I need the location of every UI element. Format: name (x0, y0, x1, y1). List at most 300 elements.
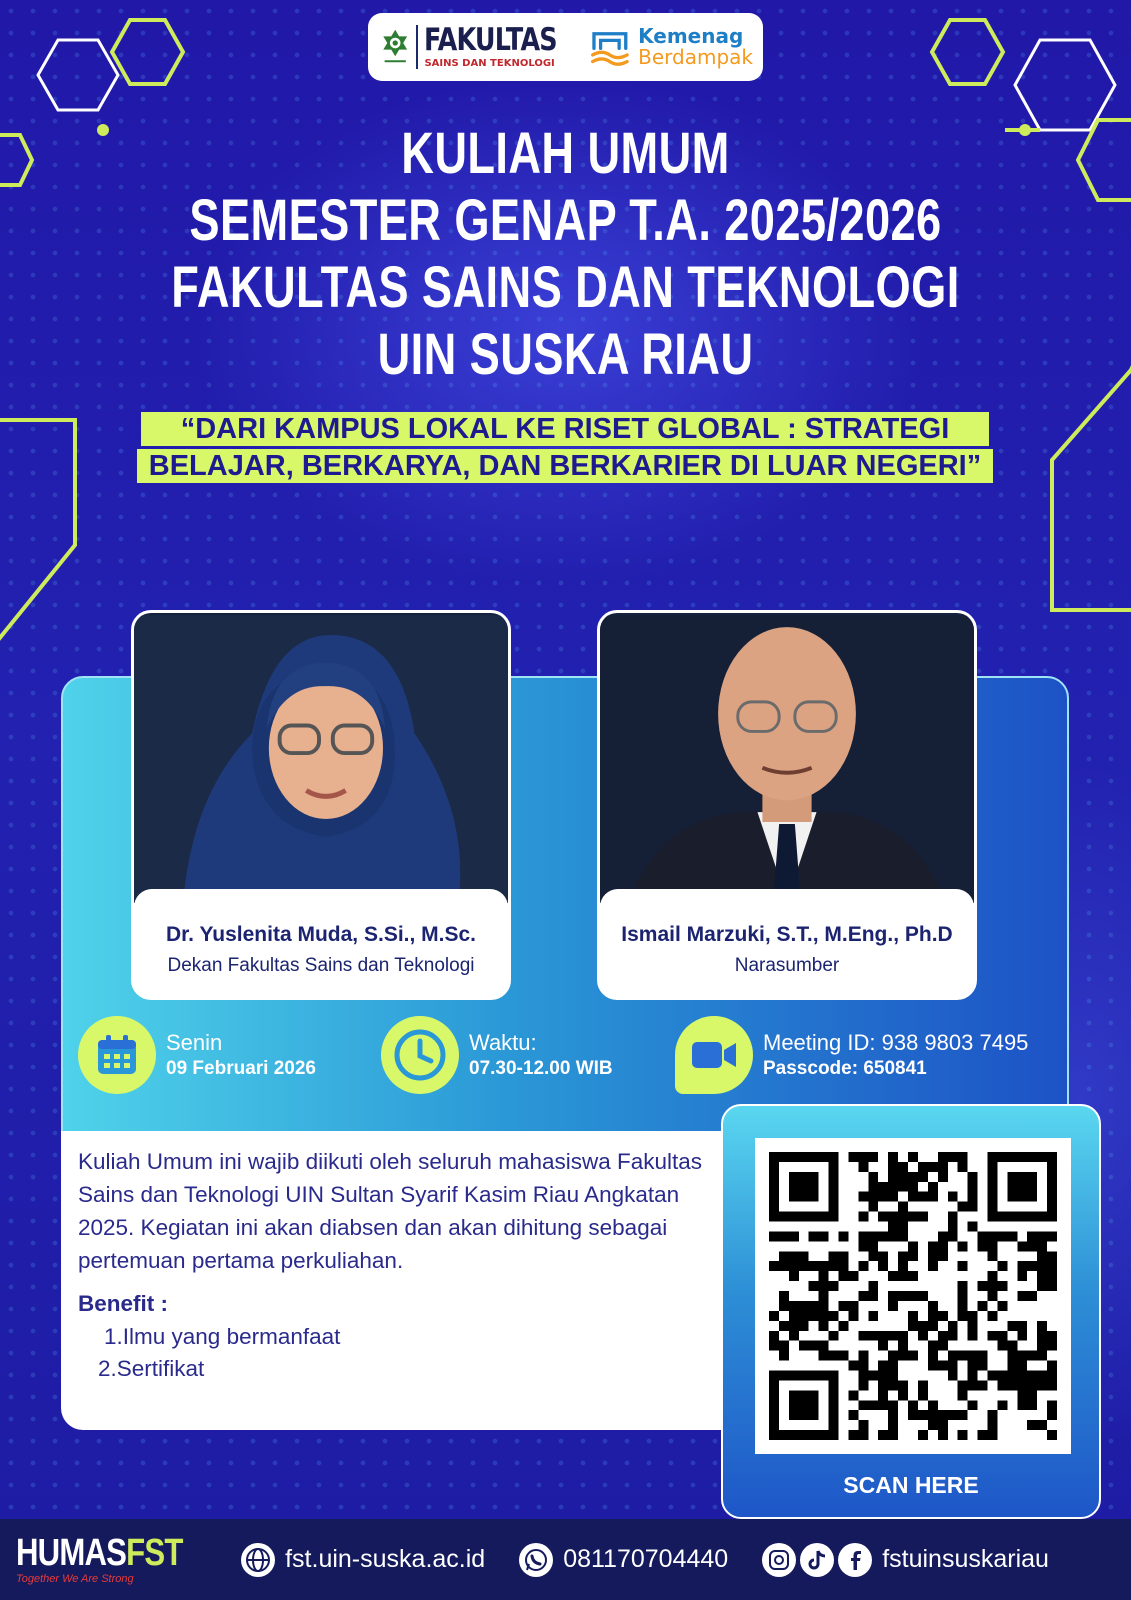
qr-module (938, 1341, 948, 1351)
qr-module (829, 1251, 839, 1261)
qr-module (928, 1301, 938, 1311)
qr-module (968, 1370, 978, 1380)
qr-module (848, 1430, 858, 1440)
description-text: Kuliah Umum ini wajib diikuti oleh seluruh mahasiswa Fakultas Sains dan Teknologi UIN Sultan Syarif Kasim Riau Angkatan 2025. Kegiatan ini akan diabsen dan akan dihitung sebagai pertemuan pertama perkuliahan. (78, 1149, 703, 1273)
qr-module (868, 1172, 878, 1182)
qr-module (878, 1261, 888, 1271)
qr-module (968, 1202, 978, 1212)
theme-banner (110, 411, 1020, 485)
qr-module (839, 1251, 849, 1261)
qr-module (1047, 1361, 1057, 1371)
qr-module (1027, 1351, 1037, 1361)
qr-module (829, 1430, 839, 1440)
qr-module (997, 1231, 1007, 1241)
qr-module (878, 1430, 888, 1440)
meeting-passcode: Passcode: 650841 (763, 1057, 927, 1079)
qr-module (769, 1430, 779, 1440)
speaker-photo-2 (600, 613, 974, 903)
kemenag-logo-icon (590, 19, 630, 75)
qr-module (858, 1192, 868, 1202)
qr-module (779, 1291, 789, 1301)
qr-module (789, 1231, 799, 1241)
qr-module (1027, 1152, 1037, 1162)
meeting-id: Meeting ID: 938 9803 7495 (763, 1030, 1029, 1056)
qr-module (1047, 1152, 1057, 1162)
speaker-name: Dr. Yuslenita Muda, S.Si., M.Sc. (165, 923, 477, 946)
qr-module (898, 1182, 908, 1192)
qr-module (958, 1301, 968, 1311)
qr-module (1017, 1261, 1027, 1271)
qr-module (948, 1152, 958, 1162)
qr-module (888, 1212, 898, 1222)
kemenag-line1: Kemenag (638, 24, 744, 48)
qr-module (769, 1410, 779, 1420)
qr-module (819, 1271, 829, 1281)
qr-module (918, 1192, 928, 1202)
title-line-3: FAKULTAS SAINS DAN TEKNOLOGI (171, 255, 960, 320)
qr-module (987, 1241, 997, 1251)
day-label: Senin (166, 1030, 223, 1056)
qr-module (938, 1361, 948, 1371)
speaker-info-1 (134, 889, 508, 1000)
qr-module (997, 1212, 1007, 1222)
qr-module (1037, 1321, 1047, 1331)
time-label: Waktu: (469, 1030, 537, 1056)
qr-code-icon (769, 1152, 1057, 1440)
qr-module (908, 1192, 918, 1202)
speaker-2-portrait-icon (600, 613, 974, 903)
qr-module (789, 1370, 799, 1380)
qr-module (987, 1192, 997, 1202)
qr-module (799, 1251, 809, 1261)
qr-module (938, 1162, 948, 1172)
qr-module (1007, 1172, 1017, 1182)
qr-module (1047, 1410, 1057, 1420)
qr-module (819, 1341, 829, 1351)
qr-module (809, 1410, 819, 1420)
phone-number: 081170704440 (563, 1545, 729, 1573)
qr-module (888, 1331, 898, 1341)
event-title (0, 120, 1131, 388)
whatsapp-icon (519, 1543, 553, 1577)
qr-module (908, 1400, 918, 1410)
qr-module (1017, 1400, 1027, 1410)
qr-module (968, 1400, 978, 1410)
qr-module (769, 1152, 779, 1162)
qr-module (779, 1261, 789, 1271)
qr-module (928, 1321, 938, 1331)
qr-module (997, 1380, 1007, 1390)
qr-module (868, 1311, 878, 1321)
qr-module (898, 1251, 908, 1261)
qr-module (888, 1410, 898, 1420)
qr-module (868, 1291, 878, 1301)
qr-module (978, 1351, 988, 1361)
qr-module (1037, 1331, 1047, 1341)
qr-module (1037, 1380, 1047, 1390)
qr-module (1017, 1212, 1027, 1222)
qr-module (948, 1192, 958, 1202)
qr-module (888, 1231, 898, 1241)
qr-module (779, 1351, 789, 1361)
qr-module (908, 1351, 918, 1361)
qr-module (888, 1162, 898, 1172)
qr-module (978, 1430, 988, 1440)
qr-module (789, 1390, 799, 1400)
qr-module (918, 1430, 928, 1440)
qr-module (769, 1370, 779, 1380)
qr-module (799, 1311, 809, 1321)
qr-module (878, 1390, 888, 1400)
qr-module (868, 1331, 878, 1341)
social-handle: fstuinsuskariau (882, 1545, 1049, 1573)
qr-module (997, 1341, 1007, 1351)
qr-module (958, 1410, 968, 1420)
qr-module (888, 1271, 898, 1281)
qr-module (1047, 1331, 1057, 1341)
qr-module (809, 1152, 819, 1162)
qr-module (1027, 1420, 1037, 1430)
qr-module (888, 1222, 898, 1232)
qr-module (908, 1241, 918, 1251)
qr-module (898, 1271, 908, 1281)
qr-module (1037, 1281, 1047, 1291)
qr-module (809, 1430, 819, 1440)
qr-module (1017, 1331, 1027, 1341)
qr-module (819, 1370, 829, 1380)
qr-module (928, 1251, 938, 1261)
qr-module (948, 1351, 958, 1361)
qr-module (1027, 1231, 1037, 1241)
qr-module (987, 1291, 997, 1301)
uin-emblem-icon (378, 17, 412, 77)
qr-module (978, 1361, 988, 1371)
qr-module (898, 1172, 908, 1182)
qr-module (789, 1261, 799, 1271)
qr-module (918, 1390, 928, 1400)
qr-module (938, 1331, 948, 1341)
qr-module (769, 1182, 779, 1192)
qr-module (968, 1380, 978, 1390)
qr-module (868, 1231, 878, 1241)
qr-module (829, 1311, 839, 1321)
qr-module (958, 1390, 968, 1400)
qr-module (829, 1331, 839, 1341)
qr-module (1007, 1370, 1017, 1380)
qr-module (769, 1341, 779, 1351)
qr-module (779, 1430, 789, 1440)
qr-module (878, 1341, 888, 1351)
qr-module (948, 1370, 958, 1380)
qr-module (799, 1172, 809, 1182)
qr-module (968, 1311, 978, 1321)
qr-module (769, 1380, 779, 1390)
qr-module (928, 1400, 938, 1410)
qr-module (829, 1172, 839, 1182)
qr-module (789, 1152, 799, 1162)
qr-module (868, 1152, 878, 1162)
qr-module (1017, 1172, 1027, 1182)
qr-module (908, 1172, 918, 1182)
footer-phone[interactable] (519, 1543, 728, 1577)
footer (0, 1519, 1131, 1600)
qr-module (1037, 1370, 1047, 1380)
facebook-icon (838, 1543, 872, 1577)
scan-here-label: SCAN HERE (843, 1472, 979, 1498)
qr-module (829, 1162, 839, 1172)
footer-website[interactable] (241, 1543, 485, 1577)
qr-module (789, 1331, 799, 1341)
qr-module (809, 1172, 819, 1182)
qr-module (888, 1430, 898, 1440)
qr-module (839, 1301, 849, 1311)
qr-module (938, 1410, 948, 1420)
qr-module (1047, 1172, 1057, 1182)
qr-module (789, 1192, 799, 1202)
qr-module (858, 1152, 868, 1162)
qr-module (938, 1152, 948, 1162)
qr-module (848, 1152, 858, 1162)
video-call-icon (675, 1016, 753, 1094)
qr-module (987, 1231, 997, 1241)
description-box (61, 1131, 721, 1430)
qr-module (809, 1281, 819, 1291)
qr-module (829, 1182, 839, 1192)
qr-module (858, 1331, 868, 1341)
qr-module (1017, 1152, 1027, 1162)
qr-module (888, 1152, 898, 1162)
qr-module (769, 1172, 779, 1182)
qr-module (898, 1202, 908, 1212)
qr-module (978, 1301, 988, 1311)
humas-fst-logo (16, 1534, 219, 1585)
qr-module (987, 1251, 997, 1261)
qr-module (888, 1420, 898, 1430)
qr-module (848, 1311, 858, 1321)
qr-module (878, 1212, 888, 1222)
instagram-icon (762, 1543, 796, 1577)
kemenag-wordmark (638, 26, 753, 68)
qr-module (868, 1192, 878, 1202)
qr-module (987, 1212, 997, 1222)
qr-module (829, 1351, 839, 1361)
qr-module (1047, 1182, 1057, 1192)
qr-module (1007, 1182, 1017, 1192)
footer-social[interactable] (762, 1543, 1049, 1577)
qr-module (769, 1400, 779, 1410)
qr-module (948, 1212, 958, 1222)
qr-module (1047, 1400, 1057, 1410)
qr-module (1007, 1231, 1017, 1241)
qr-module (1037, 1231, 1047, 1241)
qr-module (987, 1331, 997, 1341)
qr-module (928, 1341, 938, 1351)
qr-module (839, 1271, 849, 1281)
qr-module (908, 1410, 918, 1420)
qr-module (769, 1331, 779, 1341)
clock-icon (381, 1016, 459, 1094)
qr-module (799, 1192, 809, 1202)
qr-module (769, 1192, 779, 1202)
qr-module (1047, 1192, 1057, 1202)
qr-module (987, 1202, 997, 1212)
qr-module (1017, 1291, 1027, 1301)
speaker-card-1 (131, 610, 511, 1000)
qr-module (858, 1291, 868, 1301)
qr-module (829, 1370, 839, 1380)
qr-module (958, 1311, 968, 1321)
qr-module (1047, 1370, 1057, 1380)
qr-module (858, 1380, 868, 1390)
qr-module (809, 1341, 819, 1351)
speaker-role: Dekan Fakultas Sains dan Teknologi (167, 955, 475, 976)
qr-module (858, 1420, 868, 1430)
qr-module (898, 1222, 908, 1232)
qr-module (799, 1301, 809, 1311)
globe-icon (241, 1543, 275, 1577)
qr-module (1017, 1321, 1027, 1331)
qr-module (878, 1231, 888, 1241)
qr-module (1047, 1251, 1057, 1261)
qr-module (958, 1152, 968, 1162)
qr-module (987, 1420, 997, 1430)
qr-module (918, 1162, 928, 1172)
qr-module (799, 1152, 809, 1162)
qr-module (799, 1370, 809, 1380)
qr-module (848, 1271, 858, 1281)
qr-module (789, 1410, 799, 1420)
qr-module (928, 1162, 938, 1172)
theme-line-2: BELAJAR, BERKARYA, DAN BERKARIER DI LUAR NEGERI” (137, 449, 993, 483)
qr-module (789, 1212, 799, 1222)
qr-module (829, 1261, 839, 1271)
qr-module (1037, 1351, 1047, 1361)
qr-module (888, 1172, 898, 1182)
qr-module (1047, 1202, 1057, 1212)
qr-module (789, 1430, 799, 1440)
qr-module (997, 1400, 1007, 1410)
qr-module (898, 1231, 908, 1241)
qr-code[interactable] (755, 1138, 1071, 1454)
brand-tagline: Together We Are Strong (16, 1573, 134, 1585)
qr-module (987, 1430, 997, 1440)
qr-module (769, 1162, 779, 1172)
qr-module (938, 1241, 948, 1251)
qr-module (769, 1390, 779, 1400)
qr-module (898, 1380, 908, 1390)
qr-module (1047, 1281, 1057, 1291)
qr-module (799, 1400, 809, 1410)
qr-module (1007, 1212, 1017, 1222)
qr-module (888, 1182, 898, 1192)
qr-module (928, 1361, 938, 1371)
qr-module (829, 1212, 839, 1222)
qr-module (858, 1241, 868, 1251)
qr-module (928, 1192, 938, 1202)
calendar-icon (78, 1016, 156, 1094)
date-info (78, 1016, 316, 1094)
qr-module (769, 1311, 779, 1321)
qr-module (997, 1301, 1007, 1311)
qr-module (918, 1321, 928, 1331)
qr-module (928, 1241, 938, 1251)
qr-module (839, 1351, 849, 1361)
qr-module (987, 1311, 997, 1321)
qr-module (1037, 1241, 1047, 1251)
qr-module (948, 1410, 958, 1420)
qr-module (908, 1291, 918, 1301)
qr-module (948, 1321, 958, 1331)
qr-module (878, 1192, 888, 1202)
theme-line-1: “DARI KAMPUS LOKAL KE RISET GLOBAL : STRATEGI (141, 412, 990, 446)
fst-subtitle: SAINS DAN TEKNOLOGI (424, 58, 555, 69)
speaker-1-portrait-icon (134, 613, 508, 903)
qr-module (1007, 1351, 1017, 1361)
qr-module (898, 1162, 908, 1172)
qr-module (1037, 1152, 1047, 1162)
qr-module (898, 1261, 908, 1271)
logo-bar (368, 13, 763, 81)
qr-module (1047, 1212, 1057, 1222)
qr-module (997, 1370, 1007, 1380)
qr-module (888, 1370, 898, 1380)
qr-module (1047, 1271, 1057, 1281)
qr-module (819, 1321, 829, 1331)
qr-module (968, 1361, 978, 1371)
qr-module (958, 1261, 968, 1271)
event-date: 09 Februari 2026 (166, 1057, 316, 1079)
title-line-2: SEMESTER GENAP T.A. 2025/2026 (189, 188, 942, 253)
qr-module (938, 1430, 948, 1440)
qr-module (799, 1341, 809, 1351)
qr-module (987, 1152, 997, 1162)
qr-module (1027, 1370, 1037, 1380)
qr-module (848, 1410, 858, 1420)
qr-module (1047, 1162, 1057, 1172)
qr-module (1037, 1271, 1047, 1281)
qr-module (948, 1361, 958, 1371)
qr-module (829, 1202, 839, 1212)
qr-module (878, 1361, 888, 1371)
title-line-1: KULIAH UMUM (401, 121, 730, 186)
qr-module (829, 1281, 839, 1291)
qr-module (858, 1231, 868, 1241)
qr-module (809, 1231, 819, 1241)
qr-module (819, 1301, 829, 1311)
qr-module (878, 1380, 888, 1390)
qr-module (938, 1251, 948, 1261)
qr-module (789, 1251, 799, 1261)
qr-module (987, 1281, 997, 1291)
qr-module (789, 1301, 799, 1311)
qr-module (769, 1420, 779, 1430)
qr-module (789, 1311, 799, 1321)
qr-module (968, 1351, 978, 1361)
qr-module (1047, 1341, 1057, 1351)
qr-module (1027, 1172, 1037, 1182)
qr-module (779, 1370, 789, 1380)
qr-module (809, 1192, 819, 1202)
qr-module (918, 1172, 928, 1182)
qr-module (858, 1430, 868, 1440)
qr-module (908, 1251, 918, 1261)
qr-module (888, 1291, 898, 1301)
website-url: fst.uin-suska.ac.id (285, 1545, 486, 1573)
qr-module (858, 1261, 868, 1271)
qr-module (1017, 1390, 1027, 1400)
qr-module (848, 1390, 858, 1400)
speaker-info-2 (600, 889, 974, 1000)
